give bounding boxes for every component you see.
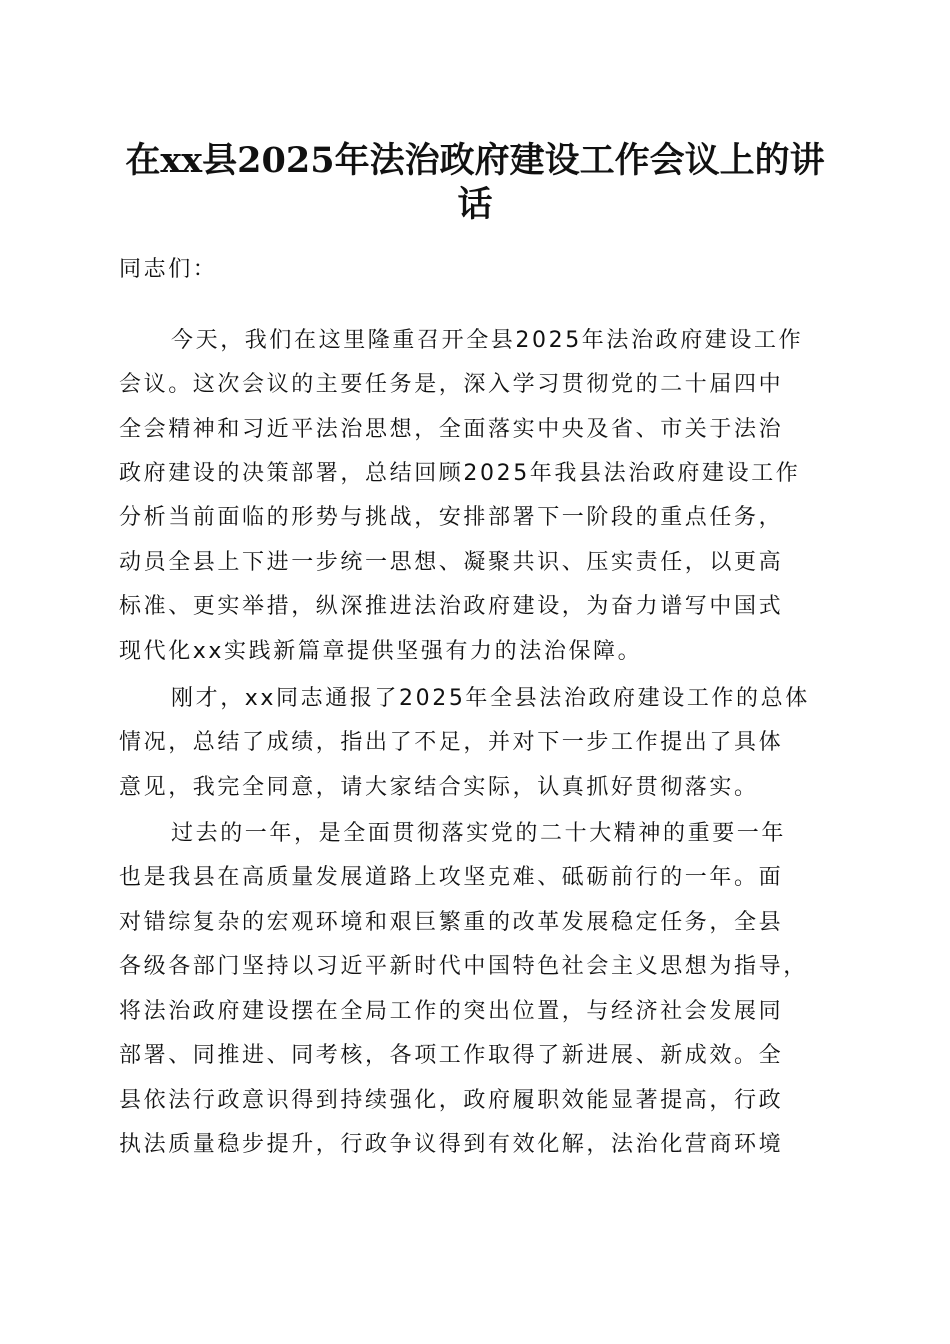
paragraph-line: 会议。这次会议的主要任务是，深入学习贯彻党的二十届四中 — [119, 372, 784, 397]
paragraph-line: 各级各部门坚持以习近平新时代中国特色社会主义思想为指导， — [119, 954, 808, 979]
paragraph-line: 县依法行政意识得到持续强化，政府履职效能显著提高，行政 — [119, 1088, 784, 1113]
paragraph-line: 执法质量稳步提升，行政争议得到有效化解，法治化营商环境 — [119, 1132, 784, 1157]
document-title-line-2: 话 — [457, 184, 493, 225]
paragraph-line: 全会精神和习近平法治思想，全面落实中央及省、市关于法治 — [119, 417, 784, 442]
paragraph-line: 也是我县在高质量发展道路上攻坚克难、砥砺前行的一年。面 — [119, 865, 784, 890]
paragraph-line: 刚才，xx同志通报了2025年全县法治政府建设工作的总体 — [171, 686, 810, 711]
paragraph-line: 对错综复杂的宏观环境和艰巨繁重的改革发展稳定任务，全县 — [119, 910, 784, 935]
paragraph-line: 今天，我们在这里隆重召开全县2025年法治政府建设工作 — [171, 328, 804, 353]
paragraph-line: 现代化xx实践新篇章提供坚强有力的法治保障。 — [119, 639, 643, 664]
paragraph-line: 将法治政府建设摆在全局工作的突出位置，与经济社会发展同 — [119, 999, 784, 1024]
paragraph-line: 政府建设的决策部署，总结回顾2025年我县法治政府建设工作 — [119, 461, 801, 486]
paragraph-line: 情况，总结了成绩，指出了不足，并对下一步工作提出了具体 — [119, 730, 784, 755]
paragraph-line: 过去的一年，是全面贯彻落实党的二十大精神的重要一年 — [171, 821, 787, 846]
paragraph-line: 标准、更实举措，纵深推进法治政府建设，为奋力谱写中国式 — [119, 594, 784, 619]
document-title-line-1: 在xx县2025年法治政府建设工作会议上的讲 — [125, 140, 825, 181]
paragraph-line: 意见，我完全同意，请大家结合实际，认真抓好贯彻落实。 — [119, 775, 759, 800]
paragraph-line: 分析当前面临的形势与挑战，安排部署下一阶段的重点任务， — [119, 505, 784, 530]
salutation: 同志们： — [119, 257, 218, 282]
paragraph-line: 动员全县上下进一步统一思想、凝聚共识、压实责任，以更高 — [119, 550, 784, 575]
paragraph-line: 部署、同推进、同考核，各项工作取得了新进展、新成效。全 — [119, 1043, 784, 1068]
